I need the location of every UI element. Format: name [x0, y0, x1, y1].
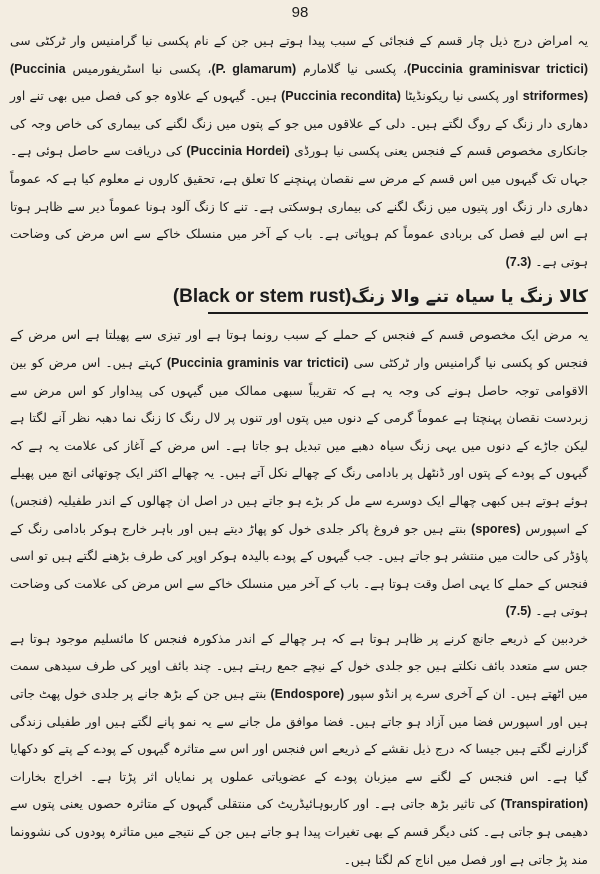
paragraph: [10, 322, 588, 626]
paragraph-text: ، پکسی نیا اسٹریفورمیس: [65, 61, 212, 76]
section-stem-rust: [10, 322, 588, 874]
latin-term: (Puccinia graminis var trictici): [166, 355, 349, 370]
paragraph-text: بنتے ہیں جو فروغ پاکر جلدی خول کو پھاڑ دیتے ہیں اور باہر خارج ہوکر بادامی رنگ کے پاؤڈر کی حالت میں منتشر ہو جاتے ہیں۔ جب گیہوں کے پودے بالیدہ ہوکر اوپر کی طرف بڑھنے لگتے ہیں تو اسی فنجس کے حملے کا یہی اصل وقت ہوتا ہے۔ باب کے آخر میں منسلک خاکے سے اس مرض کی علامت کی وضاحت ہوتی ہے۔: [10, 521, 588, 619]
paragraph-text: ہیں۔ گیہوں کے علاوہ جو کی فصل میں بھی تنے اور دھاری دار زنگ کے روگ لگتے ہیں۔ دلی کے علاقوں میں جو کے پتوں میں زنگ لگنے کی بیماری کی خاص وجہ کی جانکاری مخصوص قسم کے فنجس یعنی پکسی نیا ہورڈی: [10, 89, 588, 159]
heading-underline: [208, 312, 588, 314]
paragraph-text: کہتے ہیں۔ اس مرض کو بین الاقوامی توجہ حاصل ہونے کی وجہ یہ ہے کہ تقریباً سبھی ممالک میں گیہوں کی پیداوار کو اس مرض سے زبردست نقصان پہنچتا ہے عموماً گرمی کے دنوں میں پتوں اور تنوں پر لال رنگ کا زنگ نما دھبہ نظر آنے لگتا ہے لیکن جاڑے کے دنوں میں یہی زنگ سیاہ دھبے میں تبدیل ہو جاتا ہے۔ اس مرض کے آغاز کی علامت یہ ہے کہ گیہوں کے پودے کے پتوں اور ڈنٹھل پر بادامی رنگ کے چھالے نکل آتے ہیں۔ یہ چھالے اکثر ایک چوتھائی انچ میں پھیلے ہوئے ہوتے ہیں کبھی چھالے ایک دوسرے سے مل کر بڑے ہو جاتے ہیں در اصل ان چھالوں کے اندر طفیلیہ (فنجس) کے اسپورس: [10, 355, 588, 536]
paragraph-text: کی تاثیر بڑھ جاتی ہے۔ اور کاربوہائیڈریٹ کی منتقلی گیہوں کے متاثرہ حصوں یعنی پتوں سے دھیمی ہو جاتی ہے۔ کئی دیگر قسم کے بھی تغیرات پیدا ہو جاتے ہیں جن کے نتیجے میں متاثرہ پودوں کی نشوونما مند پڑ جاتی ہے اور فصل میں اناج کم لگتا ہیں۔: [10, 797, 588, 867]
latin-term: (Puccinia graminisvar trictici): [407, 61, 588, 76]
paragraph-text: بنتے ہیں جن کے بڑھ جانے پر جلدی خول پھٹ جاتی ہیں اور اسپورس فضا میں آزاد ہو جاتے ہیں۔ فضا موافق مل جانے سے یہ نمو پانے لگتے ہیں اور طفیلی زندگی گزارنے لگتے ہیں جیسا کہ درج ذیل نقشے کے ذریعے اس فنجس اور اس سے متاثرہ گیہوں کے پودے کے پتے کو دکھایا گیا ہے۔ اس فنجس کے لگنے سے میزبان پودے کے عضویاتی عملوں پر نمایاں اثر پڑتا ہے۔ اخراج بخارات: [10, 687, 588, 784]
section-heading: [10, 282, 588, 312]
latin-term: (P. glamarum): [211, 61, 297, 76]
paragraph-text: اور پکسی نیا ریکونڈیٹا: [400, 89, 523, 104]
latin-term: (7.3): [505, 254, 532, 269]
paragraph: [10, 28, 588, 276]
heading-urdu: کالا زنگ یا سیاہ تنے والا زنگ: [351, 287, 588, 308]
paragraph-text: خردبین کے ذریعے جانچ کرنے پر ظاہر ہوتا ہے کہ ہر چھالے کے اندر مذکورہ فنجس کا مائسلیم موجود ہوتا ہے جس سے متعدد بائف نکلتے ہیں جو جلدی خول کے نیچے جمع رہتے ہیں۔ چند بائف اوپر کی طرف سیدھی سمت میں اٹھتے ہیں۔ ان کے آخری سرے پر انڈو سپور: [10, 631, 588, 702]
latin-term: (spores): [471, 521, 521, 536]
paragraph: [10, 626, 588, 874]
page-number: 98: [291, 4, 309, 21]
latin-term: (Puccinia striformes): [10, 61, 588, 104]
paragraph-text: ، پکسی نیا گلامارم: [296, 61, 408, 76]
paragraph-text: کی دریافت سے حاصل ہوئی ہے۔ جہاں تک گیہوں میں اس قسم کے مرض سے نقصان پہنچنے کا تعلق ہے، تحقیق کاروں نے معلوم کیا ہے کہ عموماً دھاری دار زنگ اور پتیوں میں زنگ لگنے کی بیماری ہوسکتی ہے۔ تنے کا زنگ آلود ہونا عموماً دیر سے ظاہر ہوتا ہے اس لیے فصل کی بربادی عموماً کم ہوپاتی ہے۔ باب کے آخر میں منسلک خاکے سے اس مرض کی وضاحت ہوتی ہے۔: [10, 144, 588, 269]
latin-term: (Puccinia Hordei): [186, 144, 290, 159]
latin-term: (Endospore): [270, 687, 345, 702]
heading-latin: (Black or stem rust): [172, 286, 352, 308]
latin-term: (Transpiration): [500, 797, 588, 812]
page-content: [10, 28, 588, 874]
latin-term: (Puccinia recondita): [281, 89, 401, 104]
section-intro: [10, 28, 588, 276]
paragraph-text: یہ مرض ایک مخصوص قسم کے فنجس کے حملے کے سبب رونما ہوتا ہے اور تیزی سے پھیلتا ہے اس مرض کے فنجس کو پکسی نیا گرامنیس وار ٹرکٹی سی: [10, 328, 588, 370]
paragraph-text: یہ امراض درج ذیل چار قسم کے فنجائی کے سبب پیدا ہوتے ہیں جن کے نام پکسی نیا گرامنیس وار ٹرکٹی سی: [10, 34, 588, 48]
latin-term: (7.5): [505, 604, 532, 619]
